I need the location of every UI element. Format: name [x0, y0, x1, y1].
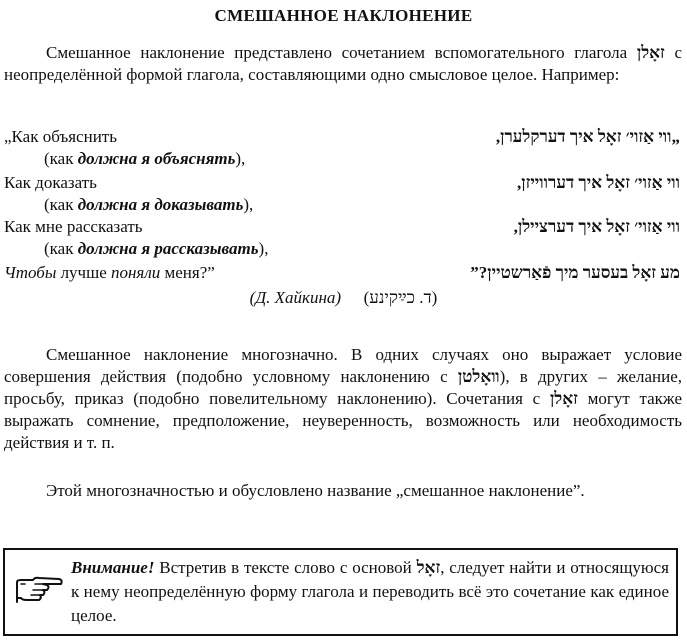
example-row [4, 216, 680, 238]
example-gloss: (как должна я доказывать), [44, 195, 254, 214]
example-gloss: (как должна я рассказывать), [44, 239, 269, 258]
example-gloss: (как должна я объяснять), [44, 149, 246, 168]
example-yiddish: ווי אַזוי׳ זאָל איך דערציילן, [513, 217, 680, 236]
hebrew-term: װאָלטן [457, 367, 500, 386]
hebrew-term: זאָלן [549, 389, 578, 408]
hebrew-term: זאָל [416, 558, 441, 577]
attention-note-text: Внимание! Встретив в тексте слово с основой זאָל, следует найти и относящуюся к нему неопределённую форму глагола и переводить всё это сочетание как единое целое. [71, 558, 669, 625]
intro-paragraph [4, 42, 682, 86]
source-russian: (Д. Хайкина) [249, 288, 342, 307]
attention-note-box [3, 548, 678, 636]
example-row [4, 172, 680, 194]
example-russian: „Как объяснить [4, 127, 117, 146]
attention-label: Внимание! [71, 558, 155, 577]
meaning-paragraph: Смешанное наклонение многозначно. В одних случаях оно выражает условие совершения действия (подобно условному наклонению с װאָלטן), в других – желание, просьбу, приказ (подобно повелительному наклонению). Сочетания с זאָלן могут также выражать сомнение, предположение, неуверенность, возможность или необходимость действия и т. п. [4, 345, 682, 452]
intro-text-before: Смешанное наклонение представлено сочетанием вспомогательного глагола [46, 43, 637, 62]
example-row [4, 262, 680, 284]
pointing-hand-icon [13, 568, 65, 608]
source-yiddish: (ד. כײַקינע) [363, 288, 438, 307]
intro-text-after: с неопределённой формой глагола, составляющими одно смысловое целое. Например: [4, 43, 682, 84]
page-title: СМЕШАННОЕ НАКЛОНЕНИЕ [214, 6, 473, 25]
example-russian: Как мне рассказать [4, 217, 143, 236]
example-yiddish: „ווי אַזוי׳ זאָל איך דערקלערן, [495, 127, 680, 146]
intro-hebrew-term: זאָלן [636, 43, 665, 62]
example-gloss-row [4, 238, 680, 260]
source-attribution [0, 288, 687, 308]
conclusion-paragraph: Этой многозначностью и обусловлено название „смешанное наклонение”. [46, 481, 585, 500]
example-yiddish: מע זאָל בעסער מיך פֿאַרשטיין?” [470, 263, 680, 282]
example-yiddish: ווי אַזוי׳ זאָל איך דערווייזן, [517, 173, 680, 192]
example-gloss-row [4, 194, 680, 216]
example-russian: Чтобы лучше поняли меня?” [4, 263, 215, 282]
example-row [4, 126, 680, 148]
example-gloss-row [4, 148, 680, 170]
example-russian: Как доказать [4, 173, 97, 192]
